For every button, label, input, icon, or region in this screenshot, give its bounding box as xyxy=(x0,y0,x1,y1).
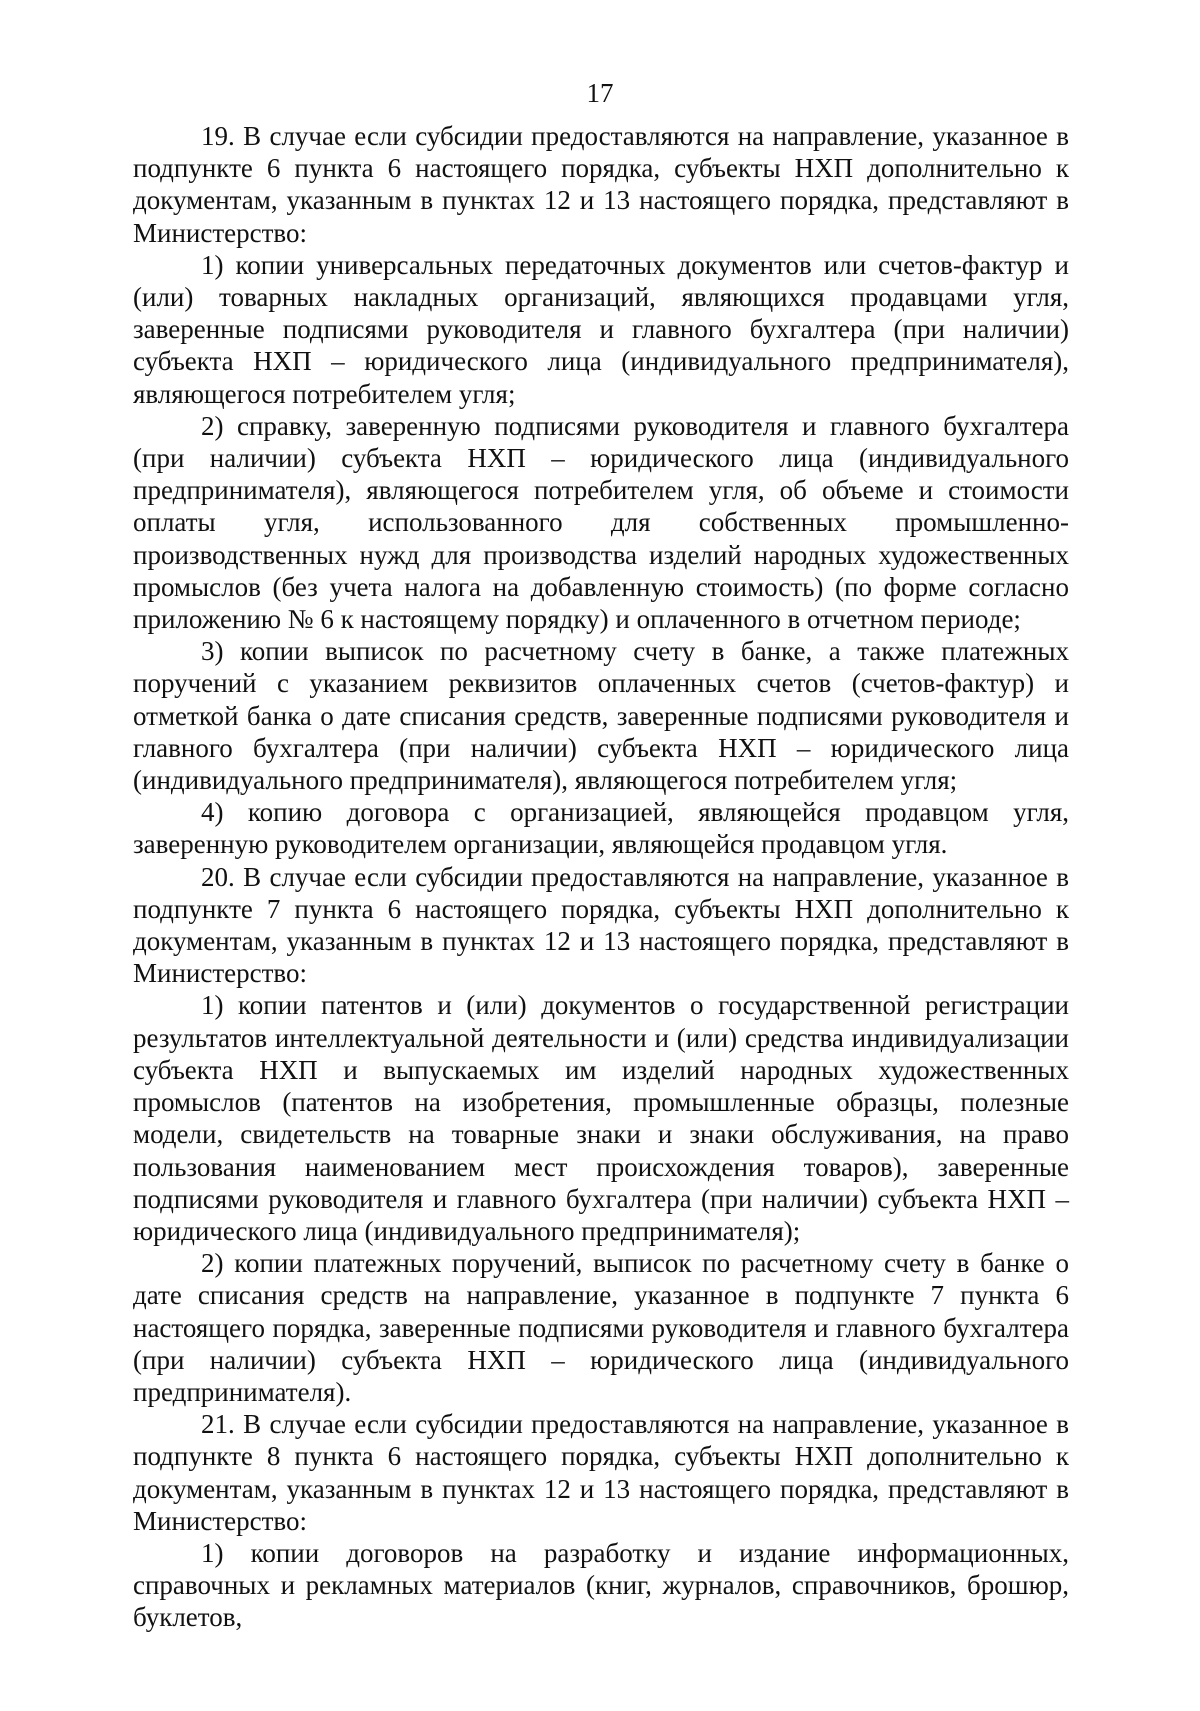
paragraph-19-item-2: 2) справку, заверенную подписями руководителя и главного бухгалтера (при наличии) субъекта НХП – юридического лица (индивидуального предпринимателя), являющегося потребителем угля, об объеме и стоимости оплаты угля, использованного для собственных промышленно-производственных нужд для производства изделий народных художественных промыслов (без учета налога на добавленную стоимость) (по форме согласно приложению № 6 к настоящему порядку) и оплаченного в отчетном периоде; xyxy=(133,410,1069,635)
paragraph-19-item-3: 3) копии выписок по расчетному счету в банке, а также платежных поручений с указанием реквизитов оплаченных счетов (счетов-фактур) и отметкой банка о дате списания средств, заверенные подписями руководителя и главного бухгалтера (при наличии) субъекта НХП – юридического лица (индивидуального предпринимателя), являющегося потребителем угля; xyxy=(133,636,1069,796)
paragraph-21: 21. В случае если субсидии предоставляются на направление, указанное в подпункте 8 пункта 6 настоящего порядка, субъекты НХП дополнительно к документам, указанным в пунктах 12 и 13 настоящего порядка, представляют в Министерство: xyxy=(133,1409,1069,1536)
paragraph-20-item-2: 2) копии платежных поручений, выписок по расчетному счету в банке о дате списания средств на направление, указанное в подпункте 7 пункта 6 настоящего порядка, заверенные подписями руководителя и главного бухгалтера (при наличии) субъекта НХП – юридического лица (индивидуального предпринимателя). xyxy=(133,1248,1069,1407)
paragraph-19-item-1: 1) копии универсальных передаточных документов или счетов-фактур и (или) товарных накладных организаций, являющихся продавцами угля, заверенные подписями руководителя и главного бухгалтера (при наличии) субъекта НХП – юридического лица (индивидуального предпринимателя), являющегося потребителем угля; xyxy=(133,249,1069,409)
page-number: 17 xyxy=(586,78,614,108)
paragraph-20-item-1: 1) копии патентов и (или) документов о государственной регистрации результатов интеллектуальной деятельности и (или) средства индивидуализации субъекта НХП и выпускаемых им изделий народных художественных промыслов (патентов на изобретения, промышленные образцы, полезные модели, свидетельств на товарные знаки и знаки обслуживания, на право пользования наименованием мест происхождения товаров), заверенные подписями руководителя и главного бухгалтера (при наличии) субъекта НХП – юридического лица (индивидуального предпринимателя); xyxy=(133,990,1069,1246)
paragraph-19-item-4: 4) копию договора с организацией, являющейся продавцом угля, заверенную руководителем организации, являющейся продавцом угля. xyxy=(133,797,1069,860)
paragraph-21-item-1: 1) копии договоров на разработку и издание информационных, справочных и рекламных материалов (книг, журналов, справочников, брошюр, буклетов, xyxy=(133,1537,1069,1633)
document-body xyxy=(133,120,1069,1634)
paragraph-20: 20. В случае если субсидии предоставляются на направление, указанное в подпункте 7 пункта 6 настоящего порядка, субъекты НХП дополнительно к документам, указанным в пунктах 12 и 13 настоящего порядка, представляют в Министерство: xyxy=(133,861,1069,989)
paragraph-19: 19. В случае если субсидии предоставляются на направление, указанное в подпункте 6 пункта 6 настоящего порядка, субъекты НХП дополнительно к документам, указанным в пунктах 12 и 13 настоящего порядка, представляют в Министерство: xyxy=(133,121,1069,248)
